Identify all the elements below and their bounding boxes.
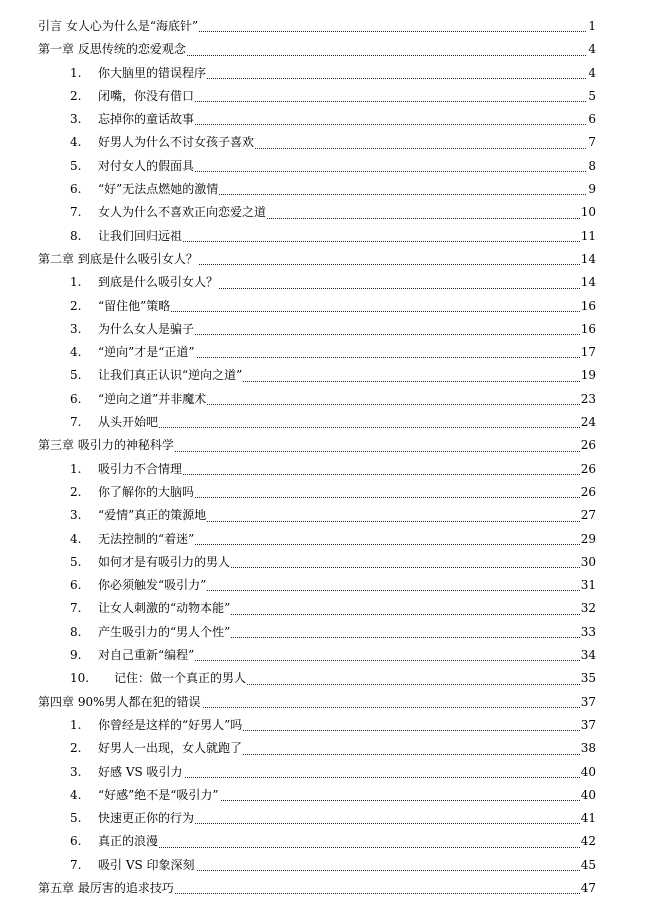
- toc-entry-title: “好感”绝不是“吸引力”: [98, 784, 220, 807]
- toc-section-entry[interactable]: [0, 388, 645, 411]
- toc-section-entry[interactable]: [0, 621, 645, 644]
- toc-section-entry[interactable]: [0, 761, 645, 784]
- toc-entry-title: 闭嘴，你没有借口: [98, 85, 195, 108]
- toc-section-entry[interactable]: [0, 807, 645, 830]
- toc-page-number: 30: [580, 551, 596, 574]
- toc-section-entry[interactable]: [0, 341, 645, 364]
- toc-page-number: 24: [580, 411, 596, 434]
- toc-entry-number: 1.: [70, 275, 82, 290]
- toc-page-number: 37: [580, 714, 596, 737]
- toc-entry-number: 1.: [70, 461, 82, 476]
- toc-chapter-entry[interactable]: [0, 691, 645, 714]
- toc-entry-number: 6.: [70, 391, 82, 406]
- toc-entry-title: 让我们回归远祖: [98, 225, 183, 248]
- toc-section-entry[interactable]: [0, 131, 645, 154]
- toc-page-number: 4: [587, 62, 596, 85]
- toc-entry-title: 第四章 90%男人都在犯的错误: [38, 691, 202, 714]
- toc-entry-title: 第三章 吸引力的神秘科学: [38, 434, 175, 457]
- toc-page-number: 17: [580, 341, 596, 364]
- toc-entry-title: “爱情”真正的策源地: [98, 504, 207, 527]
- toc-section-entry[interactable]: [0, 667, 645, 690]
- toc-page-number: 6: [587, 108, 596, 131]
- toc-entry-number: 3.: [70, 764, 82, 779]
- toc-entry-number: 4.: [70, 787, 82, 802]
- toc-entry-title: 吸引力不合情理: [98, 458, 183, 481]
- toc-section-entry[interactable]: [0, 155, 645, 178]
- toc-section-entry[interactable]: [0, 271, 645, 294]
- toc-section-entry[interactable]: [0, 830, 645, 853]
- toc-entry-number: 3.: [70, 508, 82, 523]
- toc-page-number: 42: [580, 830, 596, 853]
- toc-entry-title: 女人为什么不喜欢正向恋爱之道: [98, 201, 267, 224]
- toc-section-entry[interactable]: [0, 364, 645, 387]
- toc-section-entry[interactable]: [0, 481, 645, 504]
- toc-page-number: 10: [580, 201, 596, 224]
- toc-page-number: 8: [587, 155, 596, 178]
- toc-section-entry[interactable]: [0, 225, 645, 248]
- toc-page-number: 26: [580, 434, 596, 457]
- toc-page-number: 32: [580, 597, 596, 620]
- toc-section-entry[interactable]: [0, 411, 645, 434]
- toc-page-number: 1: [587, 15, 596, 38]
- toc-entry-number: 5.: [70, 368, 82, 383]
- toc-section-entry[interactable]: [0, 108, 645, 131]
- toc-section-entry[interactable]: [0, 295, 645, 318]
- toc-page-number: 27: [580, 504, 596, 527]
- toc-entry-title: 好男人一出现，女人就跑了: [98, 737, 243, 760]
- toc-entry-number: 2.: [70, 741, 82, 756]
- toc-page-number: 5: [587, 85, 596, 108]
- toc-section-entry[interactable]: [0, 597, 645, 620]
- toc-section-entry[interactable]: [0, 714, 645, 737]
- toc-section-entry[interactable]: [0, 644, 645, 667]
- toc-entry-title: 从头开始吧: [98, 411, 159, 434]
- toc-entry-title: 对付女人的假面具: [98, 155, 195, 178]
- toc-entry-title: 你曾经是这样的“好男人”吗: [98, 714, 243, 737]
- toc-entry-title: 如何才是有吸引力的男人: [98, 551, 231, 574]
- toc-entry-title: “逆向”才是“正道”: [98, 341, 196, 364]
- toc-entry-title: 第二章 到底是什么吸引女人？: [38, 248, 199, 271]
- toc-entry-number: 2.: [70, 88, 82, 103]
- toc-page-number: 41: [580, 807, 596, 830]
- toc-entry-number: 4.: [70, 135, 82, 150]
- toc-page-number: 34: [580, 644, 596, 667]
- toc-page-number: 26: [580, 458, 596, 481]
- toc-section-entry[interactable]: [0, 62, 645, 85]
- toc-entry-title: 记住：做一个真正的男人: [114, 667, 247, 690]
- dot-leader: [98, 427, 596, 428]
- toc-page-number: 4: [587, 38, 596, 61]
- toc-entry-number: 7.: [70, 601, 82, 616]
- toc-entry-title: 第五章 最厉害的追求技巧: [38, 877, 175, 900]
- dot-leader: [98, 311, 596, 312]
- toc-entry-number: 7.: [70, 415, 82, 430]
- toc-page-number: 40: [580, 761, 596, 784]
- toc-entry-number: 1.: [70, 717, 82, 732]
- toc-page-number: 45: [580, 854, 596, 877]
- toc-entry-title: 产生吸引力的“男人个性”: [98, 621, 231, 644]
- toc-section-entry[interactable]: [0, 574, 645, 597]
- toc-entry-title: 让女人刺激的“动物本能”: [98, 597, 231, 620]
- toc-page-number: 23: [580, 388, 596, 411]
- toc-entry-title: 你了解你的大脑吗: [98, 481, 195, 504]
- toc-entry-title: 引言 女人心为什么是“海底针”: [38, 15, 199, 38]
- toc-section-entry[interactable]: [0, 201, 645, 224]
- toc-entry-number: 8.: [70, 228, 82, 243]
- toc-section-entry[interactable]: [0, 504, 645, 527]
- toc-page-number: 31: [580, 574, 596, 597]
- toc-entry-number: 2.: [70, 484, 82, 499]
- toc-entry-title: 无法控制的“着迷”: [98, 528, 195, 551]
- toc-section-entry[interactable]: [0, 528, 645, 551]
- toc-page-number: 40: [580, 784, 596, 807]
- toc-entry-title: “好”无法点燃她的激情: [98, 178, 219, 201]
- toc-page-number: 26: [580, 481, 596, 504]
- toc-entry-title: 你大脑里的错误程序: [98, 62, 207, 85]
- toc-entry-number: 7.: [70, 205, 82, 220]
- toc-page-number: 16: [580, 318, 596, 341]
- toc-entry-title: 忘掉你的童话故事: [98, 108, 195, 131]
- dot-leader: [98, 847, 596, 848]
- toc-page-number: 29: [580, 528, 596, 551]
- toc-page-number: 47: [580, 877, 596, 900]
- toc-page-number: 19: [580, 364, 596, 387]
- toc-entry-number: 2.: [70, 298, 82, 313]
- toc-section-entry[interactable]: [0, 737, 645, 760]
- toc-entry-title: 好男人为什么不讨女孩子喜欢: [98, 131, 255, 154]
- toc-entry-number: 6.: [70, 182, 82, 197]
- toc-chapter-entry[interactable]: [0, 15, 645, 38]
- toc-page-number: 14: [580, 248, 596, 271]
- toc-entry-number: 1.: [70, 65, 82, 80]
- toc-entry-number: 6.: [70, 578, 82, 593]
- toc-section-entry[interactable]: [0, 458, 645, 481]
- toc-entry-number: 5.: [70, 554, 82, 569]
- toc-page-number: 9: [587, 178, 596, 201]
- toc-page-number: 35: [580, 667, 596, 690]
- toc-entry-title: 为什么女人是骗子: [98, 318, 195, 341]
- toc-section-entry[interactable]: [0, 178, 645, 201]
- toc-section-entry[interactable]: [0, 318, 645, 341]
- toc-entry-number: 5.: [70, 158, 82, 173]
- toc-page-number: 33: [580, 621, 596, 644]
- toc-section-entry[interactable]: [0, 551, 645, 574]
- toc-entry-number: 3.: [70, 321, 82, 336]
- toc-page-number: 16: [580, 295, 596, 318]
- toc-chapter-entry[interactable]: [0, 877, 645, 900]
- toc-entry-title: “逆向之道”并非魔术: [98, 388, 207, 411]
- toc-entry-title: 好感 VS 吸引力: [98, 761, 184, 784]
- toc-entry-number: 3.: [70, 112, 82, 127]
- toc-page-number: 37: [580, 691, 596, 714]
- toc-entry-title: 到底是什么吸引女人？: [98, 271, 219, 294]
- toc-entry-title: 让我们真正认识“逆向之道”: [98, 364, 243, 387]
- toc-chapter-entry[interactable]: [0, 434, 645, 457]
- toc-section-entry[interactable]: [0, 85, 645, 108]
- toc-section-entry[interactable]: [0, 854, 645, 877]
- toc-entry-number: 6.: [70, 834, 82, 849]
- toc-page-number: 11: [580, 225, 596, 248]
- toc-entry-number: 4.: [70, 531, 82, 546]
- toc-entry-title: 第一章 反思传统的恋爱观念: [38, 38, 187, 61]
- table-of-contents: [0, 15, 645, 900]
- toc-page-number: 14: [580, 271, 596, 294]
- toc-entry-title: 真正的浪漫: [98, 830, 159, 853]
- toc-chapter-entry[interactable]: [0, 248, 645, 271]
- toc-entry-number: 5.: [70, 811, 82, 826]
- toc-entry-number: 7.: [70, 857, 82, 872]
- toc-entry-title: 对自己重新“编程”: [98, 644, 195, 667]
- toc-chapter-entry[interactable]: [0, 38, 645, 61]
- toc-entry-title: 你必须触发“吸引力”: [98, 574, 207, 597]
- toc-page-number: 38: [580, 737, 596, 760]
- toc-entry-number: 9.: [70, 648, 82, 663]
- toc-section-entry[interactable]: [0, 784, 645, 807]
- toc-entry-title: 吸引 VS 印象深刻: [98, 854, 196, 877]
- toc-page-number: 7: [587, 131, 596, 154]
- toc-entry-number: 4.: [70, 345, 82, 360]
- toc-entry-title: 快速更正你的行为: [98, 807, 195, 830]
- toc-entry-title: “留住他”策略: [98, 295, 171, 318]
- toc-entry-number: 10.: [70, 671, 90, 686]
- toc-entry-number: 8.: [70, 624, 82, 639]
